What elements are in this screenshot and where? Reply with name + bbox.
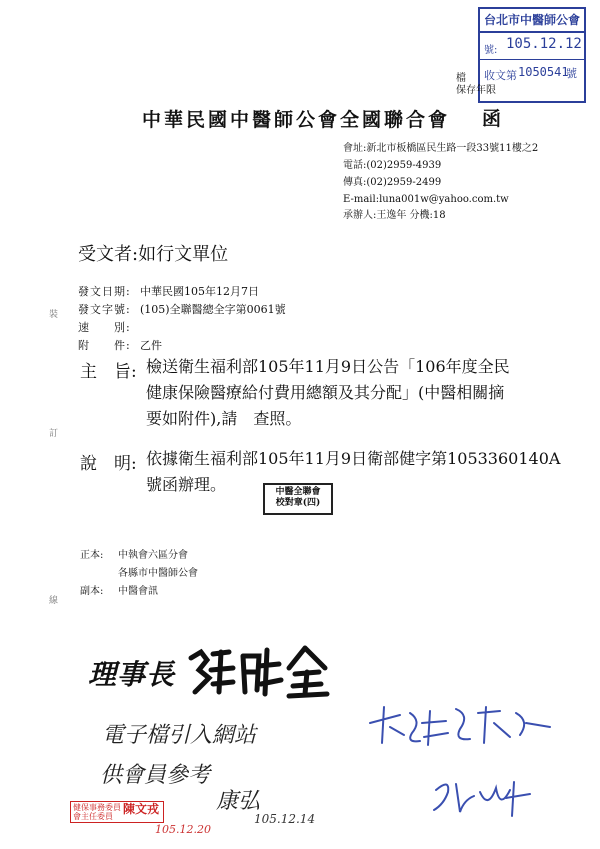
proofread-chop: 中醫全聯會 校對章(四) <box>263 483 333 515</box>
doc-type: 函 <box>482 108 502 130</box>
retention-label: 保存年限 <box>456 85 496 96</box>
stamp-serial: 1050541 <box>518 65 569 79</box>
binding-mark: 訂 <box>49 429 59 439</box>
meta-date: 中華民國105年12月7日 <box>140 285 259 298</box>
explanation-label: 說 明: <box>80 454 137 474</box>
binding-mark: 裝 <box>49 310 59 320</box>
subject-line: 檢送衛生福利部105年11月9日公告「106年度全民 <box>146 357 510 376</box>
explanation-line: 依據衛生福利部105年11月9日衛部健字第1053360140A <box>146 449 561 468</box>
stamp-serial-label: 收文第 <box>484 69 517 82</box>
subject-label: 主 旨: <box>80 362 137 382</box>
stamp-date-label: 號: <box>484 45 498 56</box>
binding-mark: 線 <box>49 596 59 606</box>
stamp-serial-suffix: 號 <box>566 67 577 80</box>
archive-label: 檔 <box>456 73 466 84</box>
copy-primary-2: 各縣市中醫師公會 <box>118 568 198 579</box>
copy-cc: 中醫會訊 <box>118 586 158 597</box>
explanation-line: 號函辦理。 <box>146 475 227 494</box>
hand-date-2: 105.12.20 <box>155 823 211 836</box>
hand-note-name: 康弘 <box>216 789 261 814</box>
blue-signature-1 <box>360 693 555 753</box>
stamp-title: 台北市中醫師公會 <box>480 9 584 33</box>
copy-primary-label: 正本: <box>80 550 104 561</box>
director-label: 理事長 <box>88 658 176 691</box>
meta-attachment: 乙件 <box>140 339 162 352</box>
subject-body <box>146 354 566 432</box>
recipient: 受文者:如行文單位 <box>78 244 229 265</box>
director-signature <box>185 640 335 700</box>
stamp-date: 105.12.12 <box>506 36 582 52</box>
org-title: 中華民國中醫師公會全國聯合會 <box>142 109 451 131</box>
subject-line: 健康保險醫療給付費用總額及其分配」(中醫相關摘 <box>146 383 505 402</box>
meta-number-label: 發文字號: <box>78 303 131 316</box>
copy-cc-label: 副本: <box>80 586 104 597</box>
meta-date-label: 發文日期: <box>78 285 131 298</box>
blue-signature-2 <box>430 770 540 820</box>
contact-handler: 承辦人:王逸年 分機:18 <box>343 210 446 221</box>
meta-speed-label: 速 別: <box>78 321 131 334</box>
hand-note-reference: 供會員參考 <box>100 763 211 788</box>
contact-phone: 電話:(02)2959-4939 <box>343 160 442 171</box>
contact-fax: 傳真:(02)2959-2499 <box>343 177 442 188</box>
hand-date-1: 105.12.14 <box>254 812 316 826</box>
copy-primary: 中執會六區分會 <box>118 550 188 561</box>
contact-address: 會址:新北市板橋區民生路一段33號11樓之2 <box>343 143 539 154</box>
contact-email: E-mail:luna001w@yahoo.com.tw <box>343 194 509 205</box>
meta-attachment-label: 附 件: <box>78 339 131 352</box>
meta-number: (105)全聯醫總全字第0061號 <box>140 303 286 316</box>
explanation-body <box>146 446 566 498</box>
committee-stamp: 健保事務委員會主任委員 陳文戎 <box>70 801 164 823</box>
subject-line: 要如附件),請 查照。 <box>146 409 302 428</box>
hand-note-website: 電子檔引入網站 <box>102 723 257 748</box>
